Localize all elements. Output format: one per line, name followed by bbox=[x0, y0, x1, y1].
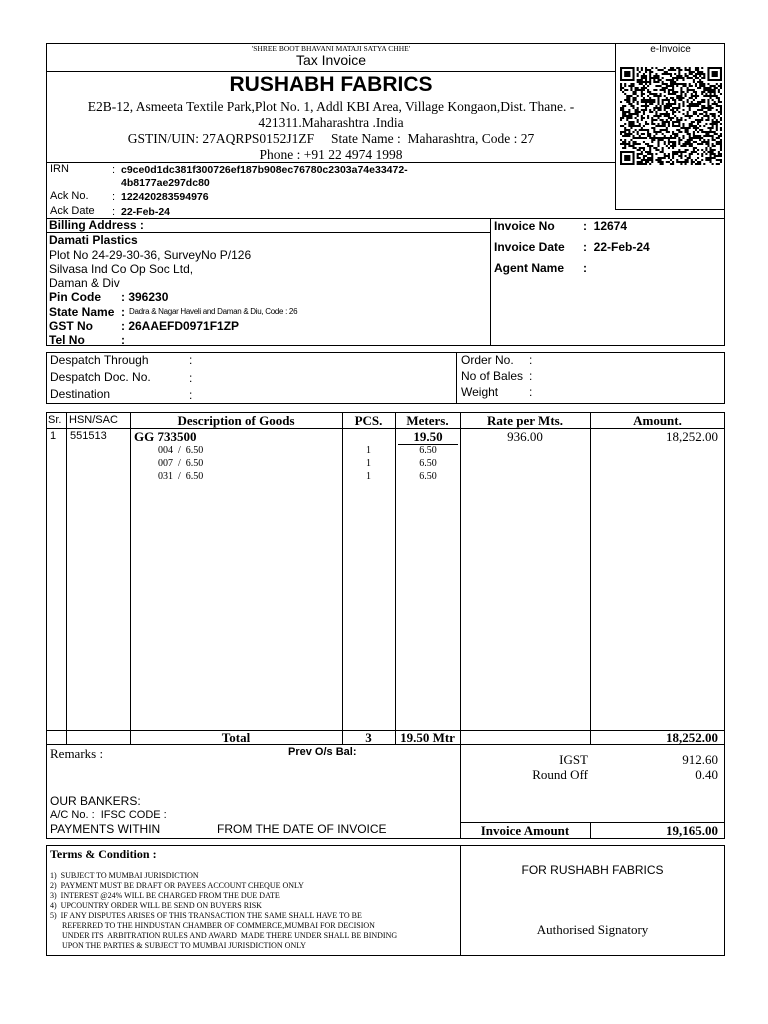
irn-value-line2: 4b8177ae297dc80 bbox=[121, 177, 210, 189]
item-hsn: 551513 bbox=[70, 430, 107, 442]
col-divider-rate bbox=[590, 412, 591, 745]
agent-name-label: Agent Name bbox=[494, 261, 565, 275]
item-sr: 1 bbox=[50, 430, 57, 442]
sub-row-meters: 6.50 bbox=[419, 445, 437, 456]
invoice-no-value: : 12674 bbox=[583, 219, 628, 233]
col-header-desc: Description of Goods bbox=[177, 413, 295, 428]
state-name-label: State Name bbox=[49, 305, 115, 319]
order-no-colon: : bbox=[529, 353, 533, 367]
invoice-date-value: : 22-Feb-24 bbox=[583, 240, 650, 254]
company-gstin-line: GSTIN/UIN: 27AQRPS0152J1ZF State Name : Maharashtra, Code : 27 bbox=[127, 131, 535, 146]
state-name-colon: : bbox=[121, 305, 125, 319]
terms-item: 4) UPCOUNTRY ORDER WILL BE SEND ON BUYERS RISK bbox=[50, 901, 262, 910]
company-name: RUSHABH FABRICS bbox=[229, 73, 433, 96]
gst-no-label: GST No bbox=[49, 319, 93, 333]
qr-code-icon bbox=[620, 67, 722, 165]
col-header-sr: Sr. bbox=[48, 414, 62, 426]
bankers-label: OUR BANKERS: bbox=[50, 794, 141, 808]
sub-row-meters: 6.50 bbox=[419, 471, 437, 482]
terms-divider bbox=[460, 845, 461, 956]
irn-value-line1: c9ce0d1dc381f300726ef187b908ec76780c2303a74e33472- bbox=[121, 164, 408, 176]
despatch-through-colon: : bbox=[189, 353, 193, 367]
despatch-through-label: Despatch Through bbox=[50, 353, 149, 367]
invoice-date-label: Invoice Date bbox=[494, 240, 565, 254]
col-header-rate: Rate per Mts. bbox=[487, 413, 563, 428]
terms-item: 1) SUBJECT TO MUMBAI JURISDICTION bbox=[50, 871, 199, 880]
ack-date-colon: : bbox=[112, 206, 116, 218]
sub-row-desc: 007 / 6.50 bbox=[158, 458, 204, 469]
igst-value: 912.60 bbox=[682, 752, 718, 767]
summary-right-edge bbox=[724, 744, 725, 839]
terms-item: UNDER ITS ARBITRATION RULES AND AWARD MADE THERE UNDER SHALL BE BINDING bbox=[50, 931, 398, 940]
total-pcs: 3 bbox=[365, 730, 372, 745]
invoice-amount-value: 19,165.00 bbox=[666, 823, 718, 838]
col-divider-sr bbox=[66, 412, 67, 745]
terms-item: 3) INTEREST @24% WILL BE CHARGED FROM THE DUE DATE bbox=[50, 891, 280, 900]
prev-balance-label: Prev O/s Bal: bbox=[288, 746, 357, 758]
terms-heading: Terms & Condition : bbox=[50, 847, 157, 861]
total-amount: 18,252.00 bbox=[666, 730, 718, 745]
weight-colon: : bbox=[529, 385, 533, 399]
company-phone-line: Phone : +91 22 4974 1998 bbox=[259, 147, 403, 162]
gst-no-value: : 26AAEFD0971F1ZP bbox=[121, 319, 240, 333]
round-off-value: 0.40 bbox=[695, 767, 718, 782]
pin-code-label: Pin Code bbox=[49, 290, 102, 304]
col-header-pcs: PCS. bbox=[354, 413, 383, 428]
agent-name-value: : bbox=[583, 261, 587, 275]
ack-date-label: Ack Date bbox=[50, 205, 95, 217]
billing-line3: Daman & Div bbox=[49, 276, 120, 290]
billing-line1: Plot No 24-29-30-36, SurveyNo P/126 bbox=[49, 248, 252, 262]
ack-date-value: 22-Feb-24 bbox=[121, 206, 171, 218]
bales-label: No of Bales bbox=[461, 369, 524, 383]
terms-item: REFERRED TO THE HINDUSTAN CHAMBER OF COMMERCE,MUMBAI FOR DECISION bbox=[50, 921, 375, 930]
tel-no-value: : bbox=[121, 333, 125, 347]
account-line: A/C No. : IFSC CODE : bbox=[50, 809, 167, 821]
total-meters: 19.50 Mtr bbox=[400, 730, 455, 745]
ack-no-colon: : bbox=[112, 191, 116, 203]
terms-item: 5) IF ANY DISPUTES ARISES OF THIS TRANSACTION THE SAME SHALL HAVE TO BE bbox=[50, 911, 362, 920]
terms-item: 2) PAYMENT MUST BE DRAFT OR PAYEES ACCOUNT CHEQUE ONLY bbox=[50, 881, 304, 890]
ack-no-value: 122420283594976 bbox=[121, 191, 209, 203]
item-meters: 19.50 bbox=[413, 429, 443, 444]
sub-row-pcs: 1 bbox=[366, 471, 371, 482]
payments-suffix: FROM THE DATE OF INVOICE bbox=[217, 822, 387, 836]
sub-row-meters: 6.50 bbox=[419, 458, 437, 469]
igst-label: IGST bbox=[559, 752, 588, 767]
company-address-line1: E2B-12, Asmeeta Textile Park,Plot No. 1, Addl KBI Area, Village Kongaon,Dist. Thane. - bbox=[87, 99, 575, 114]
sub-row-desc: 031 / 6.50 bbox=[158, 471, 204, 482]
item-desc: GG 733500 bbox=[134, 429, 197, 444]
blessing-line: 'SHREE BOOT BHAVANI MATAJI SATYA CHHE' bbox=[251, 44, 411, 53]
round-off-label: Round Off bbox=[532, 767, 588, 782]
company-address-line2: 421311.Maharashtra .India bbox=[258, 115, 404, 130]
irn-label: IRN bbox=[50, 163, 69, 175]
doc-title: Tax Invoice bbox=[295, 52, 367, 68]
destination-label: Destination bbox=[50, 387, 111, 401]
despatch-doc-label: Despatch Doc. No. bbox=[50, 370, 151, 384]
qr-bottom-divider bbox=[615, 209, 725, 210]
ack-no-label: Ack No. bbox=[50, 190, 89, 202]
summary-left-edge bbox=[46, 744, 47, 839]
pin-code-value: : 396230 bbox=[121, 290, 169, 304]
sub-row-desc: 004 / 6.50 bbox=[158, 445, 204, 456]
for-company-label: FOR RUSHABH FABRICS bbox=[521, 863, 664, 877]
tel-no-label: Tel No bbox=[49, 333, 85, 347]
col-header-hsn: HSN/SAC bbox=[69, 414, 118, 426]
remarks-label: Remarks : bbox=[50, 746, 104, 761]
billing-divider bbox=[490, 218, 491, 346]
state-name-value: Dadra & Nagar Haveli and Daman & Diu, Code : 26 bbox=[129, 307, 298, 316]
billing-heading: Billing Address : bbox=[49, 218, 144, 232]
invoice-amount-label: Invoice Amount bbox=[480, 823, 570, 838]
einvoice-label: e-Invoice bbox=[650, 44, 691, 55]
billing-line2: Silvasa Ind Co Op Soc Ltd, bbox=[49, 262, 194, 276]
title-divider bbox=[46, 71, 616, 72]
col-header-meters: Meters. bbox=[406, 413, 449, 428]
col-divider-hsn bbox=[130, 412, 131, 745]
col-header-amount: Amount. bbox=[633, 413, 682, 428]
col-divider-meters bbox=[460, 412, 461, 745]
irn-colon: : bbox=[112, 164, 116, 176]
order-no-label: Order No. bbox=[461, 353, 514, 367]
total-label: Total bbox=[221, 730, 251, 745]
billing-name: Damati Plastics bbox=[49, 233, 138, 247]
despatch-divider bbox=[456, 352, 457, 404]
authorised-signatory-label: Authorised Signatory bbox=[536, 922, 649, 937]
invoice-no-label: Invoice No bbox=[494, 219, 555, 233]
item-rate: 936.00 bbox=[507, 429, 543, 444]
sub-row-pcs: 1 bbox=[366, 445, 371, 456]
item-amount: 18,252.00 bbox=[666, 429, 718, 444]
weight-label: Weight bbox=[461, 385, 499, 399]
terms-item: UPON THE PARTIES & SUBJECT TO MUMBAI JURISDICTION ONLY bbox=[50, 941, 307, 950]
destination-colon: : bbox=[189, 388, 193, 402]
sub-row-pcs: 1 bbox=[366, 458, 371, 469]
bales-colon: : bbox=[529, 369, 533, 383]
payments-label: PAYMENTS WITHIN bbox=[50, 822, 161, 836]
despatch-doc-colon: : bbox=[189, 371, 193, 385]
